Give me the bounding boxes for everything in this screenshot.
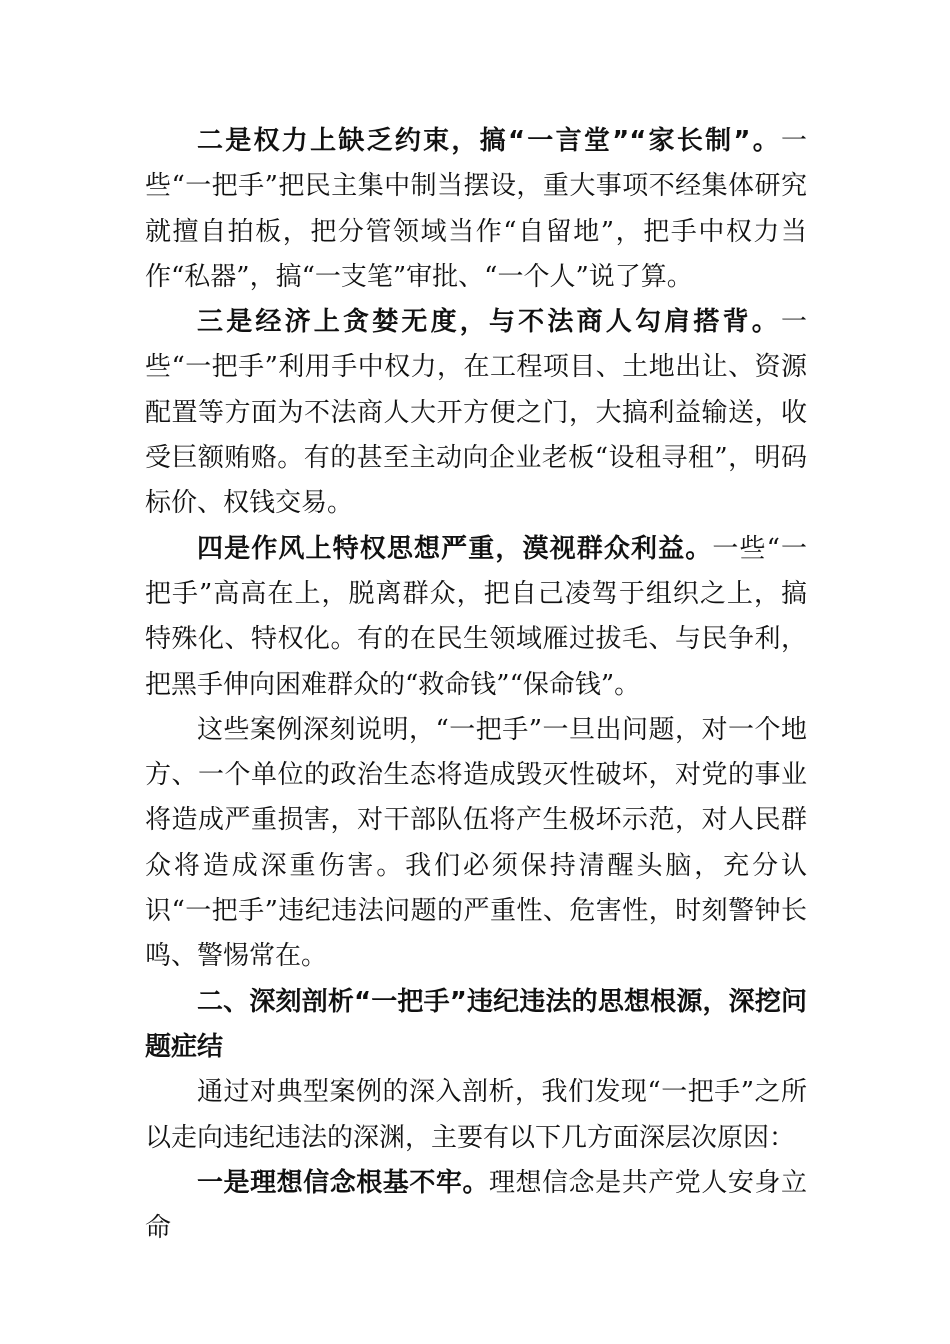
paragraph-text: 一些“一把手”利用手中权力，在工程项目、土地出让、资源配置等方面为不法商人大开方便之门，大搞利益输送，收受巨额贿赂。有的甚至主动向企业老板“设租寻租”，明码标价、权钱交易。	[145, 307, 807, 519]
paragraph-text: 一些“一把手”高高在上，脱离群众，把自己凌驾于组织之上，搞特殊化、特权化。有的在民生领域雁过拔毛、与民争利，把黑手伸向困难群众的“救命钱”“保命钱”。	[145, 533, 807, 700]
paragraph-text: 这些案例深刻说明，“一把手”一旦出问题，对一个地方、一个单位的政治生态将造成毁灭性破坏，对党的事业将造成严重损害，对干部队伍将产生极坏示范，对人民群众将造成深重伤害。我们必须保持清醒头脑，充分认识“一把手”违纪违法问题的严重性、危害性，时刻警钟长鸣、警惕常在。	[145, 714, 807, 972]
paragraph-lead: 二是权力上缺乏约束，搞“一言堂”“家长制”。	[197, 126, 781, 156]
paragraph-intro	[145, 1070, 807, 1161]
paragraph-text: 理想信念是共产党人安身立命	[145, 1167, 807, 1244]
paragraph-lead: 一是理想信念根基不牢。	[197, 1167, 489, 1198]
paragraph-case-conclusion	[145, 708, 807, 980]
paragraph-ideals-belief	[145, 1161, 807, 1252]
paragraph-lead: 三是经济上贪婪无度，与不法商人勾肩搭背。	[197, 307, 781, 338]
paragraph-economic-greed	[145, 300, 807, 526]
document-body	[145, 119, 807, 1251]
paragraph-text: 通过对典型案例的深入剖析，我们发现“一把手”之所以走向违纪违法的深渊，主要有以下几方面深层次原因：	[145, 1077, 807, 1153]
section-heading: 二、深刻剖析“一把手”违纪违法的思想根源，深挖问题症结	[145, 986, 807, 1062]
paragraph-lead: 四是作风上特权思想严重，漠视群众利益。	[197, 533, 713, 564]
paragraph-text: 一些“一把手”把民主集中制当摆设，重大事项不经集体研究就擅自拍板，把分管领域当作“自留地”，把手中权力当作“私器”，搞“一支笔”审批、“一个人”说了算。	[145, 126, 807, 292]
paragraph-privilege-mindset	[145, 527, 807, 708]
paragraph-power-constraint	[145, 119, 807, 300]
